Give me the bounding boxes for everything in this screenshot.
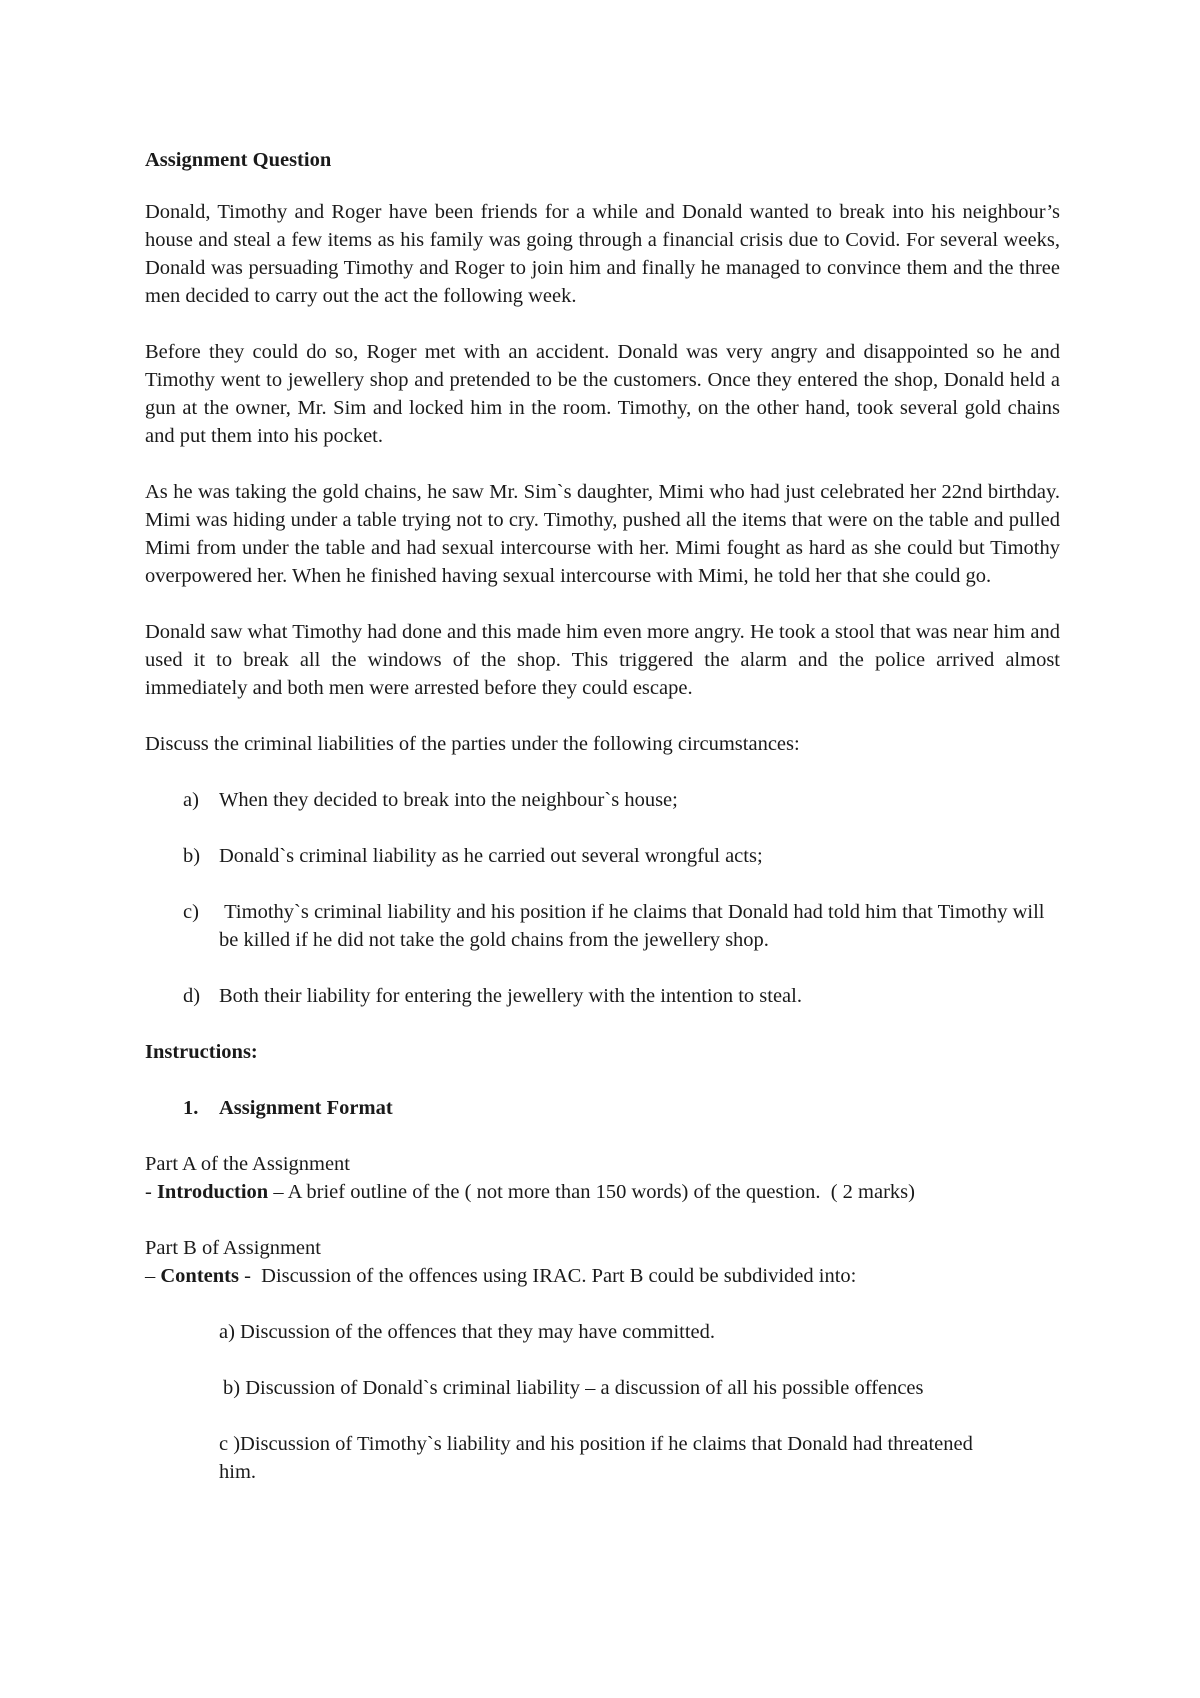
part-b-line [145, 1262, 1060, 1290]
part-a-prefix: - [145, 1181, 157, 1203]
scenario-paragraph-1: Donald, Timothy and Roger have been friends for a while and Donald wanted to break into his neighbour’s house and steal a few items as his family was going through a financial crisis due to Covid. For several weeks, Donald was persuading Timothy and Roger to join him and finally he managed to convince them and the three men decided to carry out the act the following week. [145, 201, 1060, 307]
assignment-format-heading [145, 1094, 1060, 1122]
instructions-heading: Instructions: [145, 1041, 258, 1063]
question-text: Timothy`s criminal liability and his position if he claims that Donald had told him that Timothy will be killed if he did not take the gold chains from the jewellery shop. [219, 901, 1050, 951]
scenario-paragraph-4: Donald saw what Timothy had done and this made him even more angry. He took a stool that was near him and used it to break all the windows of the shop. This triggered the alarm and the police arrived almost immediately and both men were arrested before they could escape. [145, 621, 1060, 699]
format-number: 1. [183, 1097, 199, 1119]
question-text: When they decided to break into the neighbour`s house; [219, 789, 678, 811]
document-body [145, 146, 1060, 1514]
question-item [145, 982, 1060, 1010]
part-b-item: b) Discussion of Donald`s criminal liability – a discussion of all his possible offences [223, 1377, 924, 1399]
question-list [145, 786, 1060, 1010]
part-b-item: a) Discussion of the offences that they may have committed. [219, 1321, 716, 1343]
question-marker: c) [183, 901, 199, 923]
question-text: Both their liability for entering the jewellery with the intention to steal. [219, 985, 802, 1007]
part-b-item: c )Discussion of Timothy`s liability and his position if he claims that Donald had threatened him. [219, 1433, 973, 1483]
part-a-text: – A brief outline of the ( not more than 150 words) of the question. ( 2 marks) [268, 1181, 915, 1203]
assignment-question-heading: Assignment Question [145, 149, 332, 171]
format-title: Assignment Format [219, 1097, 393, 1119]
part-b-prefix: – [145, 1265, 161, 1287]
discuss-intro: Discuss the criminal liabilities of the parties under the following circumstances: [145, 733, 800, 755]
part-a-label: Introduction [156, 1181, 269, 1203]
question-item [145, 898, 1060, 954]
question-item [145, 842, 1060, 870]
question-marker: a) [183, 789, 199, 811]
scenario-paragraph-3: As he was taking the gold chains, he saw Mr. Sim`s daughter, Mimi who had just celebrated her 22nd birthday. Mimi was hiding under a table trying not to cry. Timothy, pushed all the items that were on the table and pulled Mimi from under the table and had sexual intercourse with her. Mimi fought as hard as she could but Timothy overpowered her. When he finished having sexual intercourse with Mimi, he told her that she could go. [145, 481, 1060, 587]
part-b-title: Part B of Assignment [145, 1237, 321, 1259]
question-item [145, 786, 1060, 814]
scenario-paragraph-2: Before they could do so, Roger met with an accident. Donald was very angry and disappointed so he and Timothy went to jewellery shop and pretended to be the customers. Once they entered the shop, Donald held a gun at the owner, Mr. Sim and locked him in the room. Timothy, on the other hand, took several gold chains and put them into his pocket. [145, 341, 1060, 447]
question-marker: b) [183, 845, 201, 867]
part-a-line [145, 1178, 1060, 1206]
question-marker: d) [183, 985, 201, 1007]
part-b-text: - Discussion of the offences using IRAC. Part B could be subdivided into: [238, 1265, 857, 1287]
part-a-title: Part A of the Assignment [145, 1153, 350, 1175]
question-text: Donald`s criminal liability as he carried out several wrongful acts; [219, 845, 763, 867]
part-b-label: Contents [160, 1265, 239, 1287]
